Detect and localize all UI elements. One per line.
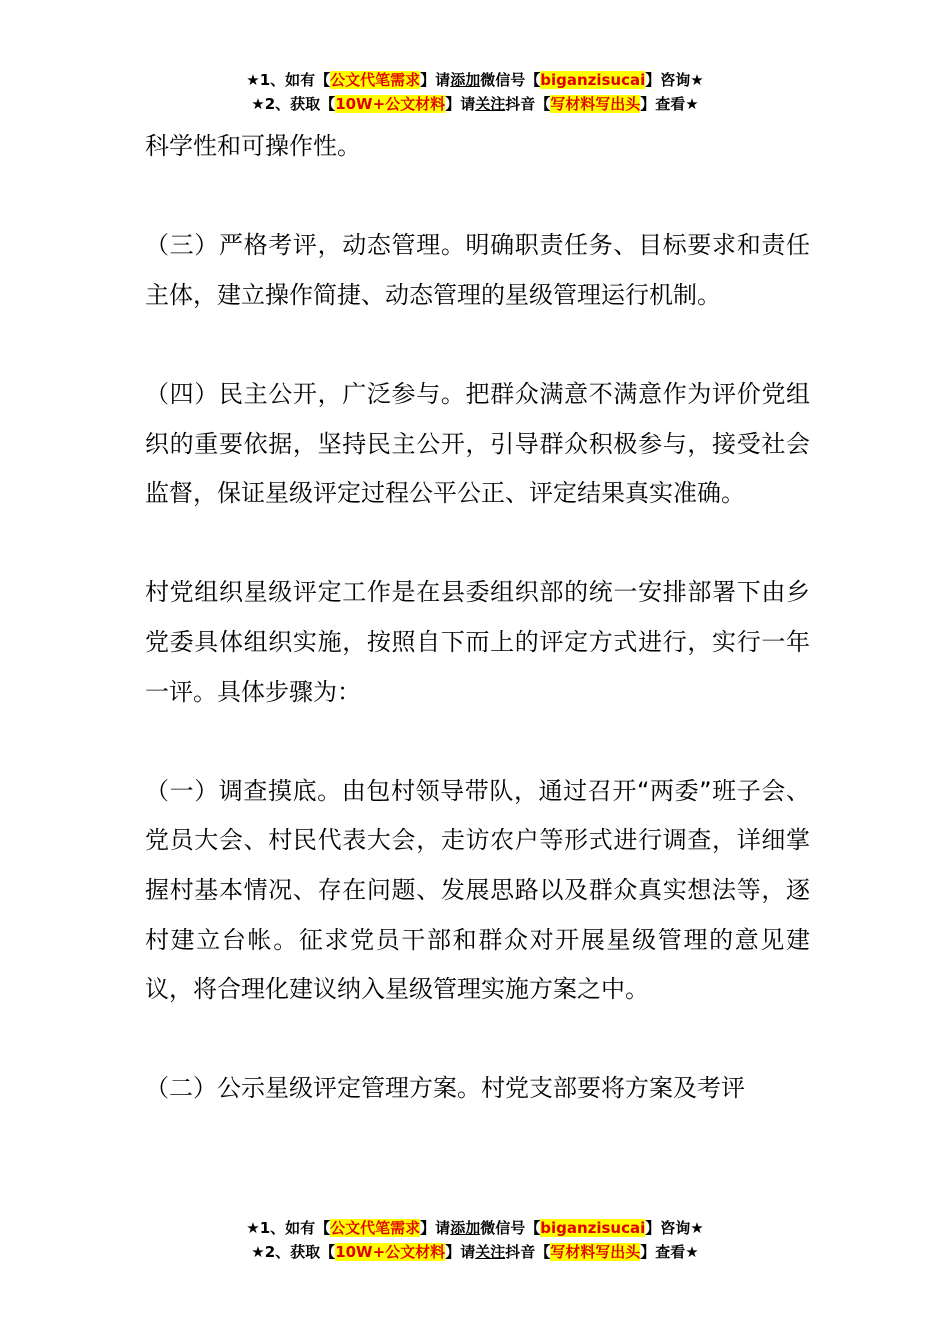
banner-text: 】请: [445, 95, 476, 113]
banner-line-2: [0, 1240, 950, 1264]
banner-text: 】咨询★: [645, 71, 704, 89]
banner-text: 】请: [420, 1219, 451, 1237]
banner-underline: 关注: [475, 95, 506, 113]
footer-banner: [0, 1216, 950, 1264]
banner-highlight: 写材料写出头: [550, 95, 641, 113]
paragraph: （二）公示星级评定管理方案。村党支部要将方案及考评: [145, 1074, 745, 1103]
banner-underline: 添加: [450, 71, 481, 89]
banner-line-1: [0, 68, 950, 92]
banner-text: ★2、获取【: [251, 1243, 336, 1261]
banner-line-1: [0, 1216, 950, 1240]
paragraph: （一）调查摸底。由包村领导带队，通过召开“两委”班子会、党员大会、村民代表大会，走访农户等形式进行调查，详细掌握村基本情况、存在问题、发展思路以及群众真实想法等，逐村建立台帐。征求党员干部和群众对开展星级管理的意见建议，将合理化建议纳入星级管理实施方案之中。: [145, 776, 810, 1004]
banner-text: 】查看★: [640, 95, 699, 113]
banner-text: 】查看★: [640, 1243, 699, 1261]
banner-text: 抖音【: [505, 95, 551, 113]
banner-text: 】请: [420, 71, 451, 89]
banner-highlight: biganzisucai: [540, 1219, 646, 1237]
banner-highlight: 公文代笔需求: [330, 1219, 421, 1237]
banner-line-2: [0, 92, 950, 116]
banner-highlight: 公文代笔需求: [330, 71, 421, 89]
banner-text: ★2、获取【: [251, 95, 336, 113]
paragraph: 科学性和可操作性。: [145, 132, 361, 160]
banner-text: 】咨询★: [645, 1219, 704, 1237]
banner-highlight: 10W+公文材料: [335, 1243, 446, 1261]
banner-underline: 关注: [475, 1243, 506, 1261]
paragraph: 村党组织星级评定工作是在县委组织部的统一安排部署下由乡党委具体组织实施，按照自下而上的评定方式进行，实行一年一评。具体步骤为：: [145, 578, 810, 706]
banner-highlight: 10W+公文材料: [335, 95, 446, 113]
banner-text: 】请: [445, 1243, 476, 1261]
banner-text: 抖音【: [505, 1243, 551, 1261]
banner-highlight: 写材料写出头: [550, 1243, 641, 1261]
banner-text: 微信号【: [480, 71, 541, 89]
banner-text: ★1、如有【: [246, 1219, 331, 1237]
banner-highlight: biganzisucai: [540, 71, 646, 89]
banner-text: ★1、如有【: [246, 71, 331, 89]
banner-underline: 添加: [450, 1219, 481, 1237]
banner-text: 微信号【: [480, 1219, 541, 1237]
paragraph: （三）严格考评，动态管理。明确职责任务、目标要求和责任主体，建立操作简捷、动态管理的星级管理运行机制。: [145, 231, 810, 309]
document-body: [145, 122, 810, 1163]
paragraph: （四）民主公开，广泛参与。把群众满意不满意作为评价党组织的重要依据，坚持民主公开，引导群众积极参与，接受社会监督，保证星级评定过程公平公正、评定结果真实准确。: [145, 379, 810, 508]
header-banner: [0, 68, 950, 116]
